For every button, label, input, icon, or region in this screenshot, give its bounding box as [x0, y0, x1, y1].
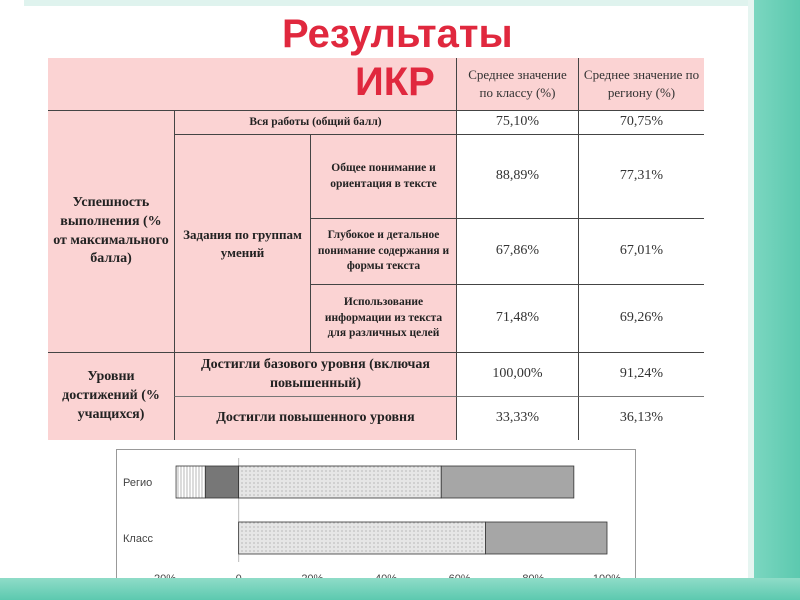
row-label-deep: Глубокое и детальное понимание содержания и формы текста: [310, 218, 456, 284]
frame-right-inner-border: [748, 0, 754, 578]
row-label-usage: Использование информации из текста для различных целей: [310, 284, 456, 352]
chart-canvas: [117, 450, 635, 588]
row-general-class: 88,89%: [456, 134, 578, 218]
row-label-advanced-level: Достигли повышенного уровня: [174, 396, 456, 440]
chart-bar-segment: [239, 522, 486, 554]
results-table: [48, 58, 704, 440]
row-advanced-class: 33,33%: [456, 396, 578, 440]
row-total-region: 70,75%: [578, 110, 704, 134]
chart-category-label: Регио: [123, 477, 153, 489]
row-advanced-region: 36,13%: [578, 396, 704, 440]
header-region-avg: Среднее значение по региону (%): [578, 58, 704, 110]
row-label-total: Вся работы (общий балл): [174, 110, 456, 134]
frame-top-border: [24, 0, 760, 6]
chart-bar-segment: [239, 466, 442, 498]
row-general-region: 77,31%: [578, 134, 704, 218]
row-deep-region: 67,01%: [578, 218, 704, 284]
frame-bottom-border: [0, 578, 800, 600]
row-usage-region: 69,26%: [578, 284, 704, 352]
row-deep-class: 67,86%: [456, 218, 578, 284]
row-label-general: Общее понимание и ориентация в тексте: [310, 134, 456, 218]
chart-category-label: Класс: [123, 533, 153, 545]
row-usage-class: 71,48%: [456, 284, 578, 352]
chart-bar-segment: [441, 466, 574, 498]
header-class-avg: Среднее значение по классу (%): [456, 58, 578, 110]
row-label-basic-level: Достигли базового уровня (включая повышенный): [174, 352, 456, 396]
row-basic-region: 91,24%: [578, 352, 704, 396]
chart-bar-segment: [485, 522, 607, 554]
slide-title-line-2: ИКР: [355, 60, 435, 104]
group-skills-label: Задания по группам умений: [174, 134, 310, 352]
group-levels-label: Уровни достижений (% учащихся): [48, 352, 174, 440]
chart-bar-segment: [206, 466, 239, 498]
row-basic-class: 100,00%: [456, 352, 578, 396]
results-chart: [116, 449, 636, 589]
group-success-label: Успешность выполнения (% от максимального балла): [48, 110, 174, 352]
slide-title-line-1: Результаты: [282, 12, 513, 56]
chart-bar-segment: [176, 466, 205, 498]
row-total-class: 75,10%: [456, 110, 578, 134]
frame-right-border: [748, 0, 800, 600]
